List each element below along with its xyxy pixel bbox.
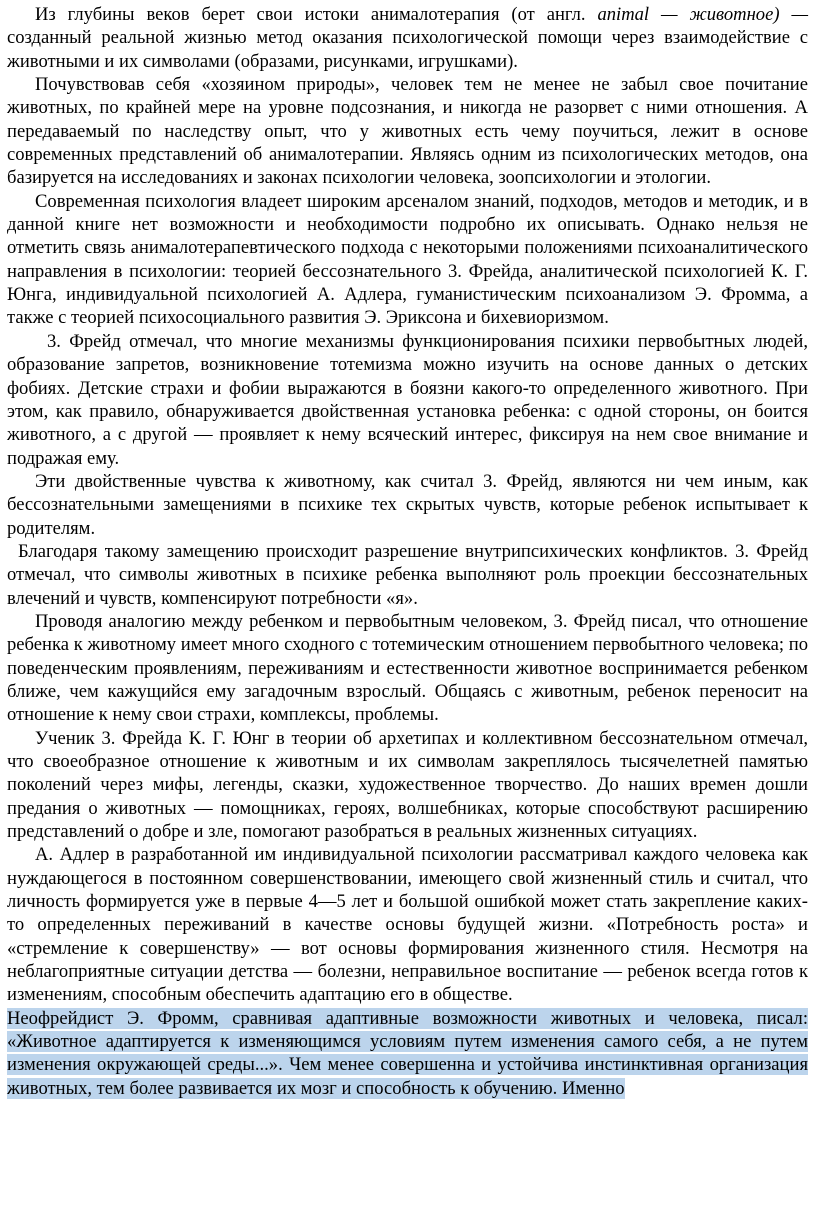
- text-run: Из глубины веков берет свои истоки анималотерапия (от англ.: [35, 4, 598, 25]
- text-run-italic: animal — животное) —: [597, 4, 808, 25]
- text-run: Почувствовав себя «хозяином природы», человек тем не менее не забыл свое почитание животных, по крайней мере на уровне подсознания, и никогда не разорвет с ними отношения. А передаваемый по наследству опыт, что у животных есть чему поучиться, лежит в основе современных представлений об анималотерапии. Являясь одним из психологических методов, она базируется на исследованиях и законах психологии человека, зоопсихологии и этологии.: [7, 74, 808, 189]
- text-run: Благодаря такому замещению происходит разрешение внутрипсихических конфликтов. 3. Фрейд отмечал, что символы животных в психике ребенка выполняют роль проекции бессознательных влечений и чувств, компенсируют потребности «я».: [7, 540, 808, 609]
- text-run: Современная психология владеет широким арсеналом знаний, подходов, методов и методик, и в данной книге нет возможности и необходимости подробно их описывать. Однако нельзя не отметить связь анималотерапевтического подхода с некоторыми положениями психоаналитического направления в психологии: теорией бессознательного 3. Фрейда, аналитической психологией К. Г. Юнга, индивидуальной психологией А. Адлера, гуманистическим психоанализом Э. Фромма, а также с теорией психосоциального развития Э. Эриксона и бихевиоризмом.: [7, 190, 808, 329]
- text-run: созданный реальной жизнью метод оказания психологической помощи через взаимодействие с животными и их символами (образами, рисунками, игрушками).: [7, 27, 808, 72]
- text-run: Проводя аналогию между ребенком и первобытным человеком, 3. Фрейд писал, что отношение ребенка к животному имеет много сходного с тотемическим отношением первобытного человека; по поведенческим проявлениям, переживаниям и естественности животное воспринимается ребенком ближе, чем кажущийся ему загадочным взрослый. Общаясь с животным, ребенок переносит на отношение к нему свои страхи, комплексы, проблемы.: [7, 610, 808, 726]
- text-run: Эти двойственные чувства к животному, как считал 3. Фрейд, являются ни чем иным, как бессознательными замещениями в психике тех скрытых чувств, которые ребенок испытывает к родителям.: [7, 470, 808, 539]
- paragraph-child-primitive-analogy: [7, 610, 808, 727]
- text-run: 3. Фрейд отмечал, что многие механизмы функционирования психики первобытных людей, образование запретов, возникновение тотемизма можно изучить на основе данных о детских фобиях. Детские страхи и фобии выражаются в боязни какого-то определенного животного. При этом, как правило, обнаруживается двойственная установка ребенка: с одной стороны, он боится животного, а с другой — проявляет к нему всяческий интерес, фиксируя на нем свое внимание и подражая ему.: [7, 330, 808, 469]
- selected-text-run: Неофрейдист Э. Фромм, сравнивая адаптивные возможности животных и человека, писал: «Животное адаптируется к изменяющимся условиям путем изменения самого себя, а не путем изменения окружающей среды...». Чем менее совершенна и устойчива инстинктивная организация животных, тем более развивается их мозг и способность к обучению. Именно: [7, 1007, 808, 1099]
- text-run: А. Адлер в разработанной им индивидуальной психологии рассматривал каждого человека как нуждающегося в постоянном совершенствовании, имеющего свой жизненный стиль и считал, что личность формируется уже в первые 4—5 лет и большой ошибкой может стать закрепление каких-то определенных переживаний в качестве основы будущей жизни. «Потребность роста» и «стремление к совершенству» — вот основы формирования жизненного стиля. Несмотря на неблагоприятные ситуации детства — болезни, неправильное воспитание — ребенок всегда готов к изменениям, способным обеспечить адаптацию его в обществе.: [7, 844, 808, 1006]
- text-run: Ученик 3. Фрейда К. Г. Юнг в теории об архетипах и коллективном бессознательном отмечал, что своеобразное отношение к животным и их символам закреплялось тысячелетней памятью поколений через мифы, легенды, сказки, художественное творчество. До наших времен дошли предания о животных — помощниках, героях, волшебниках, которые способствуют расширению представлений о добре и зле, помогают разобраться в реальных жизненных ситуациях.: [7, 727, 808, 843]
- paragraph-modern-psychology: [7, 190, 808, 330]
- paragraph-substitution: [7, 540, 808, 610]
- paragraph-fromm-adaptation-selected: [7, 1007, 808, 1100]
- paragraph-origin-of-animal-therapy: [7, 3, 808, 73]
- paragraph-adler-individual-psychology: [7, 843, 808, 1006]
- paragraph-freud-mechanisms: [7, 330, 808, 470]
- paragraph-master-of-nature: [7, 73, 808, 190]
- paragraph-dual-feelings: [7, 470, 808, 540]
- paragraph-jung-archetypes: [7, 727, 808, 844]
